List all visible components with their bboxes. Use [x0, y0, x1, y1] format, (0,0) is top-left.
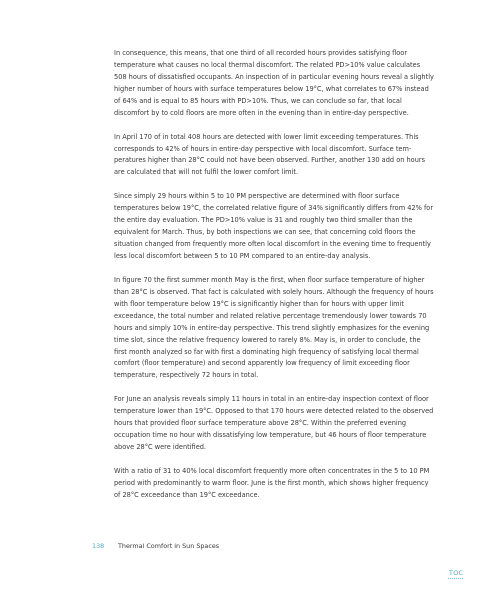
running-title: Thermal Comfort in Sun Spaces — [118, 542, 220, 550]
toc-link[interactable]: TOC — [449, 569, 464, 577]
paragraph: For June an analysis reveals simply 11 hours in total in an entire-day inspection context of floor temperature lower than 19°C. Opposed to that 170 hours were detected related to the observed hours that provided floor surface temperature above 28°C. Within the preferred evening occupation time no hour with dissatisfying low temperature, but 46 hours of floor temperature above 28°C were identified. — [114, 395, 434, 452]
paragraph: In figure 70 the first summer month May is the first, when floor surface temperature of higher than 28°C is observed. That fact is calculated with solely hours. Although the frequency of hours with floor temperature below 19°C is significantly higher than for hours with upper limit exceedance, the total number and related relative percentage tremendously lower towards 70 hours and simply 10% in entire-day perspective. This trend slightly emphasizes for the evening time slot, since the relative frequency lowered to rarely 8%. May is, in order to conclude, the first month analyzed so far with first a dominating high frequency of satisfying local thermal comfort (floor temperature) and second apparently low frequency of limit exceeding floor temperature, respectively 72 hours in total. — [114, 276, 434, 380]
paragraph: With a ratio of 31 to 40% local discomfort frequently more often concentrates in the 5 to 10 PM period with predominantly to warm floor. June is the first month, which shows higher frequency of 28°C exceedance than 19°C exceedance. — [114, 467, 430, 499]
paragraph: In April 170 of in total 408 hours are detected with lower limit exceeding temperatures. This corresponds to 42% of hours in entire-day perspective with local discomfort. Surface tem-peratures higher than 28°C could not have been observed. Further, another 130 add on hours are calculated that will not fulfil the lower comfort limit. — [114, 132, 426, 177]
paragraph: Since simply 29 hours within 5 to 10 PM perspective are determined with floor surface temperatures below 19°C, the correlated relative figure of 34% significantly differs from 42% for the entire day evaluation. The PD>10% value is 31 and roughly two third smaller than the equivalent for March. Thus, by both inspections we can see, that concerning cold floors the situation changed from frequently more often local discomfort in the evening time to frequently less local discomfort between 5 to 10 PM compared to an entire-day analysis. — [114, 192, 434, 260]
paragraph: In consequence, this means, that one third of all recorded hours provides satisfying floor temperature what causes no local thermal discomfort. The related PD>10% value calculates 508 hours of dissatisfied occupants. An inspection of in particular evening hours reveal a slightly higher number of hours with surface temperatures below 19°C, what correlates to 67% instead of 64% and is equal to 85 hours with PD>10%. Thus, we can conclude so far, that local discomfort by to cold floors are more often in the evening than in entire-day perspective. — [114, 49, 434, 117]
page-number: 138 — [92, 542, 105, 550]
body-text — [114, 48, 434, 514]
toc-underline — [448, 578, 463, 579]
